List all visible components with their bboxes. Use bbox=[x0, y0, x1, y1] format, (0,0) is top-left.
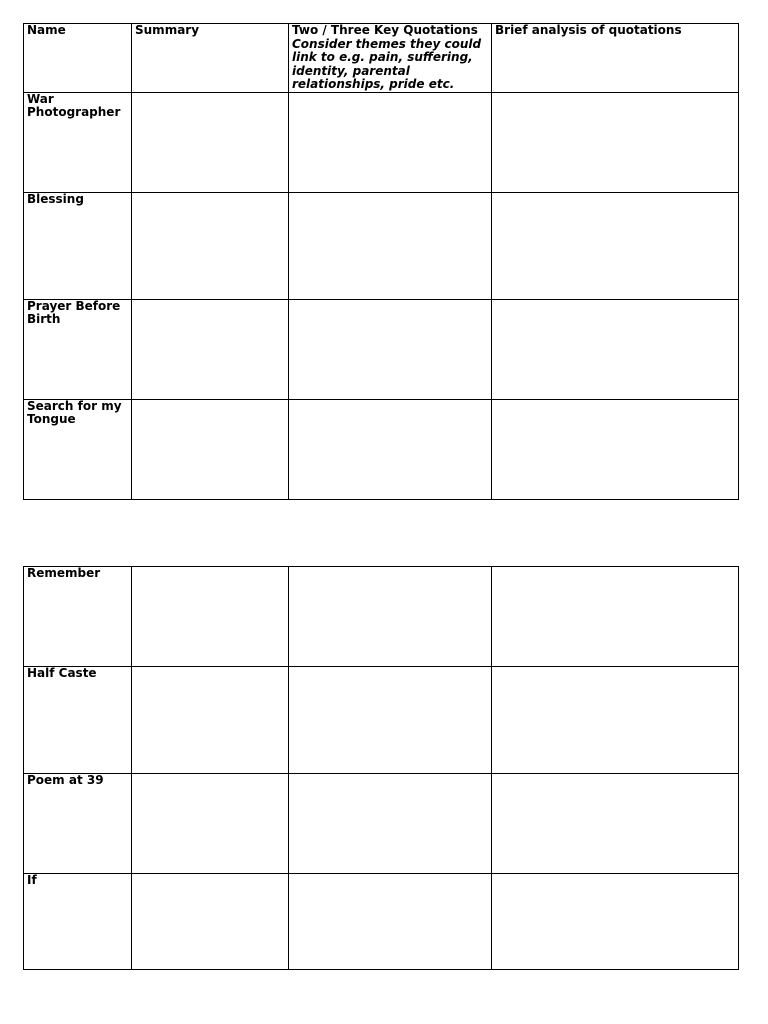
table-row bbox=[24, 874, 739, 970]
quotations-cell[interactable] bbox=[289, 92, 492, 192]
analysis-cell[interactable] bbox=[492, 774, 739, 874]
analysis-cell[interactable] bbox=[492, 874, 739, 970]
table-header-row bbox=[24, 24, 739, 93]
poem-name-cell: Prayer Before Birth bbox=[24, 299, 132, 399]
quotations-cell[interactable] bbox=[289, 774, 492, 874]
analysis-cell[interactable] bbox=[492, 299, 739, 399]
header-analysis: Brief analysis of quotations bbox=[492, 24, 739, 93]
table-row bbox=[24, 567, 739, 667]
header-quotations bbox=[289, 24, 492, 93]
summary-cell[interactable] bbox=[132, 874, 289, 970]
table-row bbox=[24, 667, 739, 774]
quotations-cell[interactable] bbox=[289, 399, 492, 499]
analysis-cell[interactable] bbox=[492, 667, 739, 774]
poem-name-cell: Remember bbox=[24, 567, 132, 667]
analysis-cell[interactable] bbox=[492, 192, 739, 299]
analysis-cell[interactable] bbox=[492, 399, 739, 499]
poems-table-top bbox=[23, 23, 739, 500]
analysis-cell[interactable] bbox=[492, 567, 739, 667]
poem-name-cell: War Photographer bbox=[24, 92, 132, 192]
analysis-cell[interactable] bbox=[492, 92, 739, 192]
quotations-cell[interactable] bbox=[289, 299, 492, 399]
table-row bbox=[24, 774, 739, 874]
summary-cell[interactable] bbox=[132, 567, 289, 667]
header-quotations-note: Consider themes they could link to e.g. pain, suffering, identity, parental relationships, pride etc. bbox=[292, 36, 482, 91]
table-row bbox=[24, 399, 739, 499]
summary-cell[interactable] bbox=[132, 399, 289, 499]
quotations-cell[interactable] bbox=[289, 192, 492, 299]
header-summary: Summary bbox=[132, 24, 289, 93]
poem-name-cell: Search for my Tongue bbox=[24, 399, 132, 499]
summary-cell[interactable] bbox=[132, 192, 289, 299]
summary-cell[interactable] bbox=[132, 92, 289, 192]
quotations-cell[interactable] bbox=[289, 667, 492, 774]
summary-cell[interactable] bbox=[132, 774, 289, 874]
poems-table-bottom bbox=[23, 566, 739, 970]
table-row bbox=[24, 192, 739, 299]
quotations-cell[interactable] bbox=[289, 567, 492, 667]
quotations-cell[interactable] bbox=[289, 874, 492, 970]
poem-name-cell: Poem at 39 bbox=[24, 774, 132, 874]
poem-name-cell: If bbox=[24, 874, 132, 970]
poem-name-cell: Blessing bbox=[24, 192, 132, 299]
summary-cell[interactable] bbox=[132, 299, 289, 399]
header-name: Name bbox=[24, 24, 132, 93]
table-row bbox=[24, 299, 739, 399]
summary-cell[interactable] bbox=[132, 667, 289, 774]
header-quotations-title: Two / Three Key Quotations bbox=[292, 23, 478, 37]
poem-name-cell: Half Caste bbox=[24, 667, 132, 774]
table-row bbox=[24, 92, 739, 192]
